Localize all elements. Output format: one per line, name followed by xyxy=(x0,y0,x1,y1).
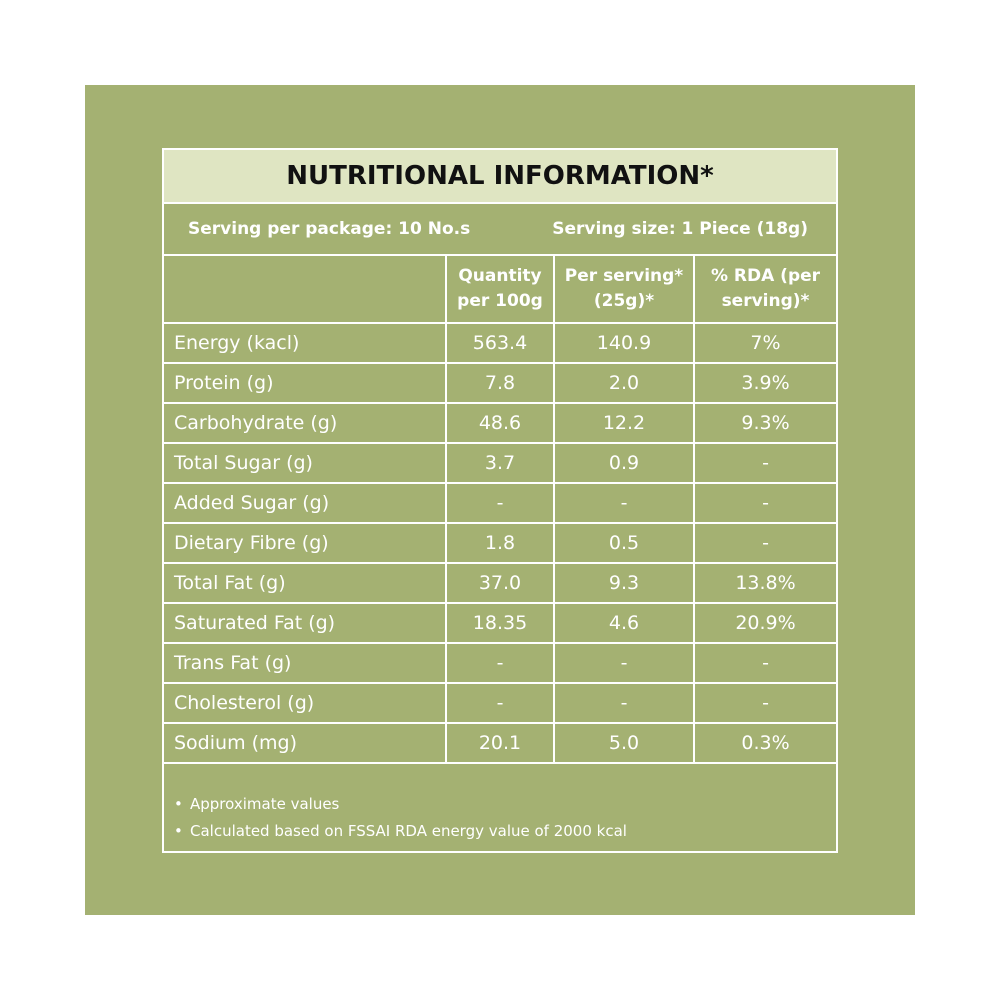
nutrition-table xyxy=(164,256,836,764)
table-row xyxy=(164,643,836,683)
header-per-100g-line2: per 100g xyxy=(457,291,543,311)
value-rda: 20.9% xyxy=(694,603,836,643)
value-rda: 3.9% xyxy=(694,363,836,403)
table-row xyxy=(164,723,836,763)
value-per-serving: 12.2 xyxy=(554,403,694,443)
table-row xyxy=(164,563,836,603)
value-per-100g: - xyxy=(446,683,554,723)
header-rda-line1: % RDA (per xyxy=(710,266,821,286)
nutrient-name: Dietary Fibre (g) xyxy=(164,523,446,563)
header-per-100g-line1: Quantity xyxy=(458,266,542,286)
bullet-icon: • xyxy=(174,795,183,813)
value-rda: - xyxy=(694,483,836,523)
header-nutrient xyxy=(164,256,446,323)
footnote-item xyxy=(174,821,627,848)
value-per-100g: 7.8 xyxy=(446,363,554,403)
footnotes xyxy=(164,784,836,851)
header-row xyxy=(164,256,836,323)
serving-size: Serving size: 1 Piece (18g) xyxy=(552,219,808,239)
nutrient-name: Cholesterol (g) xyxy=(164,683,446,723)
footnote-text: Approximate values xyxy=(190,795,340,813)
value-per-100g: 20.1 xyxy=(446,723,554,763)
nutrient-name: Carbohydrate (g) xyxy=(164,403,446,443)
footnote-item xyxy=(174,794,627,821)
header-per-serving xyxy=(554,256,694,323)
table-row xyxy=(164,323,836,363)
value-per-100g: 37.0 xyxy=(446,563,554,603)
footnote-text: Calculated based on FSSAI RDA energy value of 2000 kcal xyxy=(190,822,627,840)
table-row xyxy=(164,483,836,523)
value-rda: 7% xyxy=(694,323,836,363)
value-rda: - xyxy=(694,683,836,723)
table-row xyxy=(164,403,836,443)
value-per-100g: 563.4 xyxy=(446,323,554,363)
bullet-icon: • xyxy=(174,822,183,840)
value-rda: 13.8% xyxy=(694,563,836,603)
serving-info xyxy=(164,204,836,256)
table-row xyxy=(164,683,836,723)
value-per-serving: - xyxy=(554,483,694,523)
value-per-100g: 48.6 xyxy=(446,403,554,443)
nutrient-name: Added Sugar (g) xyxy=(164,483,446,523)
value-per-serving: - xyxy=(554,683,694,723)
value-per-100g: 1.8 xyxy=(446,523,554,563)
header-per-100g xyxy=(446,256,554,323)
nutrient-name: Protein (g) xyxy=(164,363,446,403)
servings-per-package: Serving per package: 10 No.s xyxy=(188,219,471,239)
nutrient-name: Total Fat (g) xyxy=(164,563,446,603)
value-rda: 0.3% xyxy=(694,723,836,763)
table-row xyxy=(164,603,836,643)
nutrient-name: Trans Fat (g) xyxy=(164,643,446,683)
value-rda: - xyxy=(694,523,836,563)
header-per-serving-line1: Per serving* xyxy=(564,266,684,286)
value-rda: - xyxy=(694,443,836,483)
table-row xyxy=(164,363,836,403)
nutrient-name: Energy (kacl) xyxy=(164,323,446,363)
value-per-serving: 0.9 xyxy=(554,443,694,483)
nutrient-name: Sodium (mg) xyxy=(164,723,446,763)
header-rda-line2: serving)* xyxy=(721,291,810,311)
label-title: NUTRITIONAL INFORMATION* xyxy=(164,150,836,204)
value-per-serving: 9.3 xyxy=(554,563,694,603)
table-row xyxy=(164,443,836,483)
value-per-100g: - xyxy=(446,483,554,523)
nutrient-name: Saturated Fat (g) xyxy=(164,603,446,643)
nutrient-name: Total Sugar (g) xyxy=(164,443,446,483)
value-per-serving: 0.5 xyxy=(554,523,694,563)
value-per-100g: 18.35 xyxy=(446,603,554,643)
value-rda: 9.3% xyxy=(694,403,836,443)
value-rda: - xyxy=(694,643,836,683)
value-per-serving: 4.6 xyxy=(554,603,694,643)
footnote-list xyxy=(174,794,627,848)
value-per-100g: - xyxy=(446,643,554,683)
nutrition-label xyxy=(162,148,838,853)
value-per-serving: - xyxy=(554,643,694,683)
value-per-serving: 5.0 xyxy=(554,723,694,763)
table-row xyxy=(164,523,836,563)
value-per-serving: 140.9 xyxy=(554,323,694,363)
value-per-serving: 2.0 xyxy=(554,363,694,403)
header-per-serving-line2: (25g)* xyxy=(593,291,655,311)
header-rda xyxy=(694,256,836,323)
value-per-100g: 3.7 xyxy=(446,443,554,483)
